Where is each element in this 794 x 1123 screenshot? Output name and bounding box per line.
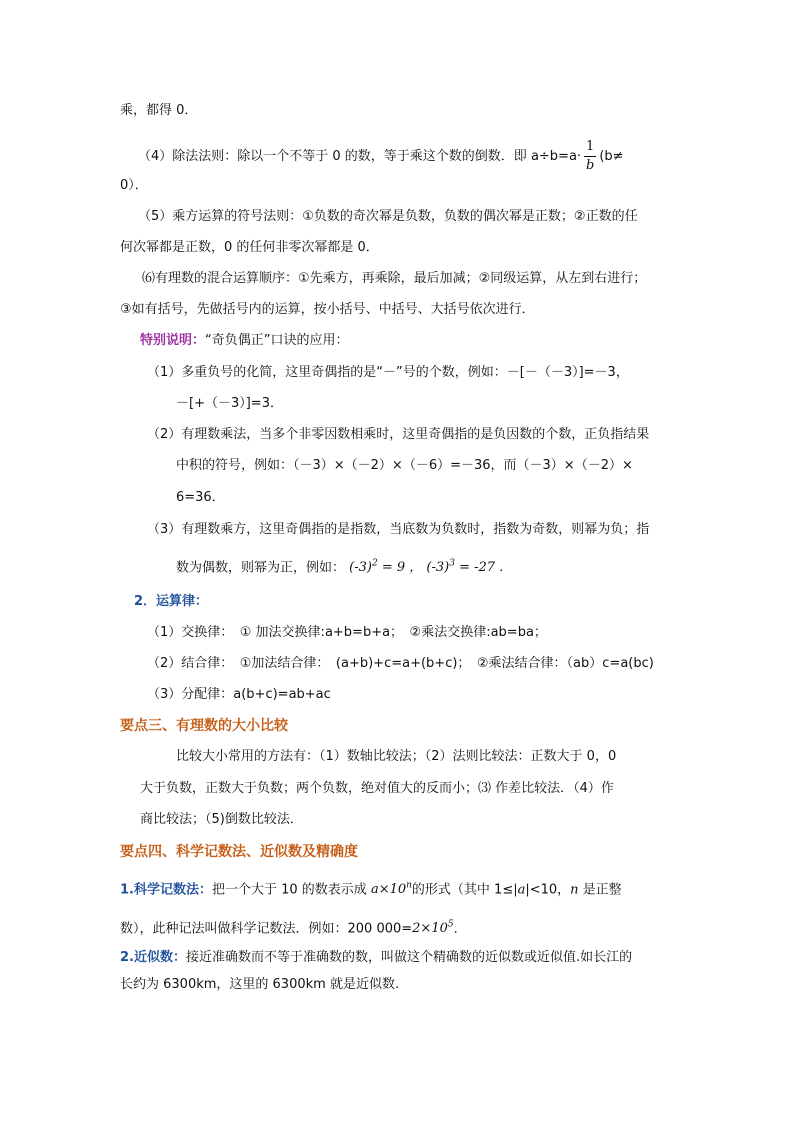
text-line: 乘，都得 0． xyxy=(120,103,198,118)
text-line: 0）． xyxy=(120,178,148,193)
text-span: 是正整 xyxy=(578,882,622,898)
scientific-notation-line xyxy=(120,876,622,900)
section-heading: 要点四、科学记数法、近似数及精确度 xyxy=(120,844,358,860)
power-example-2: $(-3)^3 = -27$ ． xyxy=(426,559,513,576)
text-line: ⑹有理数的混合运算顺序：①先乘方，再乘除，最后加减；②同级运算，从左到右进行； xyxy=(142,271,647,286)
text-line: －[+（－3）]=3． xyxy=(176,396,283,411)
special-note xyxy=(140,331,349,351)
section-title: 2．运算律： xyxy=(134,594,209,609)
fraction-denominator: b xyxy=(586,158,595,173)
division-rule-line xyxy=(138,138,624,175)
power-example-1: $(-3)^2 = 9$ ， xyxy=(349,559,423,576)
text-line: （5）乘方运算的符号法则：①负数的奇次幂是负数，负数的偶次幂是正数；②正数的任 xyxy=(138,209,638,224)
text-line: （3）分配律：a(b+c)=ab+ac xyxy=(147,687,331,702)
text-span: 数），此种记法叫做科学记数法．例如：200 000= xyxy=(120,921,413,937)
special-note-text: “奇负偶正”口诀的应用： xyxy=(205,333,349,348)
division-rule-tail: (b≠ xyxy=(599,149,624,164)
text-line: 比较大小常用的方法有：（1）数轴比较法；（2）法则比较法：正数大于 0，0 xyxy=(176,749,617,764)
text-span: <10， xyxy=(529,882,571,898)
text-span: ． xyxy=(453,921,467,937)
power-example-text: 数为偶数，则幂为正，例如： xyxy=(176,560,346,576)
math-expression: |a| xyxy=(513,882,530,898)
text-line: 6=36． xyxy=(176,490,225,505)
text-line: 中积的符号，例如：（－3）×（－2）×（－6）=－36，而（－3）×（－2）× xyxy=(176,458,633,473)
text-line: （2）结合律： ①加法结合律： (a+b)+c=a+(b+c)； ②乘法结合律：（ab）c=a(bc) xyxy=(147,656,654,671)
text-line: ③如有括号，先做括号内的运算，按小括号、中括号、大括号依次进行． xyxy=(120,302,535,317)
math-expression: $a\times 10^n$ xyxy=(370,881,412,898)
fraction xyxy=(584,138,596,175)
math-expression: $2\times 10^5$ xyxy=(412,920,454,937)
text-line: （1）多重负号的化简，这里奇偶指的是“－”号的个数，例如：－[－（－3）]=－3， xyxy=(147,365,629,380)
special-note-label: 特别说明： xyxy=(140,333,206,348)
text-line: 大于负数，正数大于负数；两个负数，绝对值大的反而小；⑶ 作差比较法．（4）作 xyxy=(140,781,614,796)
scientific-notation-example xyxy=(120,915,467,939)
scientific-notation-label: 1.科学记数法： xyxy=(120,882,212,898)
power-example-line xyxy=(176,554,512,578)
text-line: 长约为 6300km，这里的 6300km 就是近似数. xyxy=(120,977,400,992)
division-rule-text: （4）除法法则：除以一个不等于 0 的数，等于乘这个数的倒数．即 a÷b=a· xyxy=(138,149,582,164)
text-span: 接近准确数而不等于准确数的数，叫做这个精确数的近似数或近似值.如长江的 xyxy=(185,950,633,965)
math-expression: n xyxy=(570,882,579,898)
section-heading: 要点三、有理数的大小比较 xyxy=(120,718,288,734)
text-line: 商比较法；（5)倒数比较法． xyxy=(140,812,303,827)
text-span: 的形式（其中 1≤ xyxy=(411,882,514,898)
text-line: （3）有理数乘方，这里奇偶指的是指数，当底数为负数时，指数为奇数，则幂为负；指 xyxy=(147,522,650,537)
approx-label: 2.近似数： xyxy=(120,950,186,965)
approx-line xyxy=(120,948,632,968)
text-line: 何次幂都是正数，0 的任何非零次幂都是 0． xyxy=(120,240,379,255)
fraction-numerator: 1 xyxy=(584,138,596,157)
text-span: 把一个大于 10 的数表示成 xyxy=(211,882,371,898)
text-line: （2）有理数乘法，当多个非零因数相乘时，这里奇偶指的是负因数的个数，正负指结果 xyxy=(147,427,650,442)
text-line: （1）交换律： ① 加法交换律:a+b=b+a； ②乘法交换律:ab=ba； xyxy=(147,625,547,640)
